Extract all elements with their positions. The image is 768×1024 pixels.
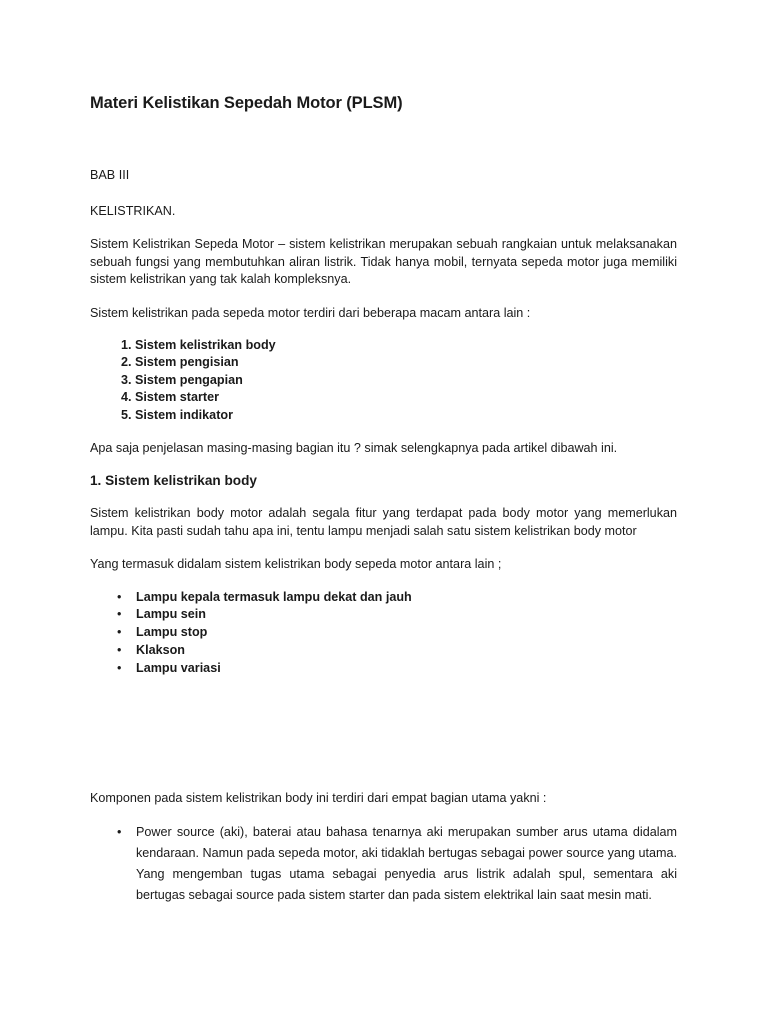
list-item-text: Lampu stop — [136, 625, 208, 640]
document-title: Materi Kelistikan Sepedah Motor (PLSM) — [90, 94, 403, 112]
bullet-icon: • — [117, 642, 122, 657]
bullet-icon: • — [117, 607, 122, 622]
document-content — [90, 93, 677, 906]
list-item — [90, 822, 677, 906]
list-item — [90, 606, 677, 624]
systems-list-intro: Sistem kelistrikan pada sepeda motor terdiri dari beberapa macam antara lain : — [90, 305, 531, 320]
list-item-text: Power source (aki), baterai atau bahasa tenarnya aki merupakan sumber arus utama didalam kendaraan. Namun pada sepeda motor, aki tidaklah bertugas sebagai power source yang utama. Yang mengemban tugas utama sebagai penyedia arus listrik adalah spul, sementara aki bertugas sebagai source pada sistem starter dan pada sistem elektrikal lain saat mesin mati. — [136, 825, 677, 903]
list-item-text: Lampu variasi — [136, 660, 221, 675]
chapter-label: BAB III — [90, 168, 130, 182]
chapter-heading: KELISTRIKAN. — [90, 203, 176, 218]
bullet-icon: • — [117, 625, 122, 640]
bullet-icon: • — [117, 825, 122, 840]
list-item: 2. Sistem pengisian — [135, 354, 677, 371]
section-body-paragraph: Sistem kelistrikan body motor adalah segala fitur yang terdapat pada body motor yang memerlukan lampu. Kita pasti sudah tahu apa ini, tentu lampu menjadi salah satu sistem kelistrikan body motor — [90, 506, 677, 538]
intro-paragraph: Sistem Kelistrikan Sepeda Motor – sistem kelistrikan merupakan sebuah rangkaian untuk melaksanakan sebuah fungsi yang membutuhkan aliran listrik. Tidak hanya mobil, ternyata sepeda motor juga memiliki sistem kelistrikan yang tak kalah kompleksnya. — [90, 237, 677, 286]
list-item: 1. Sistem kelistrikan body — [135, 337, 677, 354]
list-item-text: Lampu sein — [136, 607, 206, 622]
includes-intro: Yang termasuk didalam sistem kelistrikan body sepeda motor antara lain ; — [90, 557, 502, 572]
list-item: 5. Sistem indikator — [135, 407, 677, 424]
systems-list — [90, 337, 677, 424]
blank-space — [90, 678, 677, 774]
list-item — [90, 660, 677, 678]
components-list — [90, 822, 677, 906]
question-paragraph: Apa saja penjelasan masing-masing bagian itu ? simak selengkapnya pada artikel dibawah ini. — [90, 441, 618, 456]
list-item — [90, 589, 677, 607]
list-item — [90, 642, 677, 660]
section-heading: 1. Sistem kelistrikan body — [90, 472, 257, 488]
bullet-icon: • — [117, 660, 122, 675]
bullet-icon: • — [117, 589, 122, 604]
list-item — [90, 624, 677, 642]
components-intro: Komponen pada sistem kelistrikan body ini terdiri dari empat bagian utama yakni : — [90, 790, 547, 805]
list-item: 4. Sistem starter — [135, 389, 677, 406]
includes-list — [90, 589, 677, 678]
list-item: 3. Sistem pengapian — [135, 372, 677, 389]
list-item-text: Lampu kepala termasuk lampu dekat dan jauh — [136, 589, 412, 604]
list-item-text: Klakson — [136, 642, 185, 657]
